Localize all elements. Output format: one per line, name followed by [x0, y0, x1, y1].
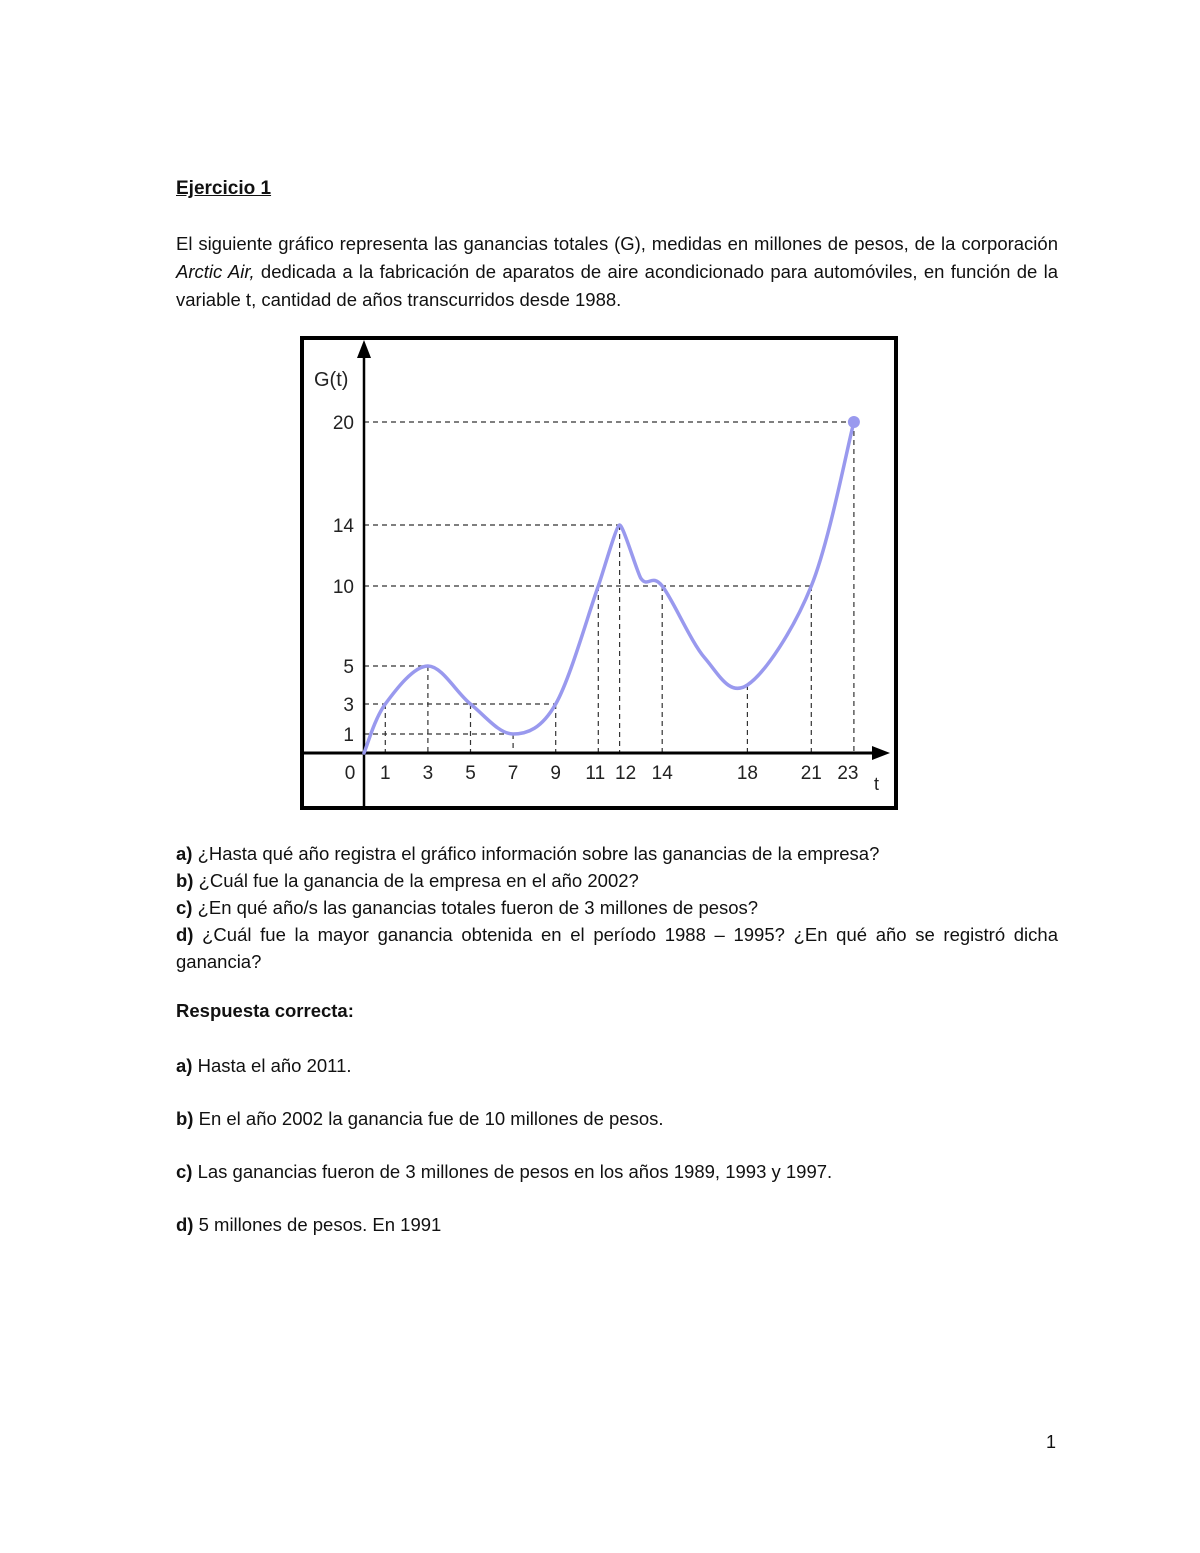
- profit-chart: [300, 336, 898, 810]
- answer-c: c) Las ganancias fueron de 3 millones de pesos en los años 1989, 1993 y 1997.: [176, 1161, 833, 1182]
- x-tick-11: 11: [585, 763, 606, 784]
- answer-a: a) Hasta el año 2011.: [176, 1055, 352, 1076]
- intro-part-2: dedicada a la fabricación de aparatos de aire acondicionado para automóviles, en función de la variable t, cantidad de años transcurridos desde 1988.: [176, 261, 1058, 310]
- answer-b: b) En el año 2002 la ganancia fue de 10 millones de pesos.: [176, 1108, 664, 1129]
- chart-frame: [302, 338, 896, 808]
- y-tick-14: 14: [332, 516, 354, 537]
- y-tick-3: 3: [343, 695, 354, 716]
- x-tick-21: 21: [800, 763, 822, 784]
- intro-company: Arctic Air,: [176, 261, 255, 282]
- exercise-title: Ejercicio 1: [176, 178, 272, 199]
- y-tick-5: 5: [343, 657, 354, 678]
- y-axis-label: G(t): [314, 369, 349, 391]
- x-tick-5: 5: [465, 763, 476, 784]
- endpoint-marker: [848, 416, 860, 428]
- y-tick-20: 20: [332, 413, 354, 434]
- x-tick-12: 12: [615, 763, 637, 784]
- answer-d: d) 5 millones de pesos. En 1991: [176, 1214, 442, 1235]
- x-tick-23: 23: [837, 763, 859, 784]
- answers-title: Respuesta correcta:: [176, 1000, 354, 1021]
- x-tick-1: 1: [380, 763, 391, 784]
- question-a: a) ¿Hasta qué año registra el gráfico información sobre las ganancias de la empresa?: [176, 843, 880, 864]
- intro-part-1: El siguiente gráfico representa las ganancias totales (G), medidas en millones de pesos, de la corporación: [176, 233, 1058, 254]
- questions-list: [176, 840, 1058, 975]
- x-tick-7: 7: [507, 763, 519, 784]
- x-tick-9: 9: [550, 763, 561, 784]
- question-d: d) ¿Cuál fue la mayor ganancia obtenida en el período 1988 – 1995? ¿En qué año se registró dicha ganancia?: [176, 924, 1058, 972]
- question-b: b) ¿Cuál fue la ganancia de la empresa en el año 2002?: [176, 870, 639, 891]
- x-axis-label: t: [874, 774, 880, 794]
- x-tick-0: 0: [344, 763, 356, 784]
- y-tick-1: 1: [343, 725, 354, 746]
- exercise-intro: [176, 230, 1058, 314]
- x-tick-3: 3: [422, 763, 434, 784]
- question-c: c) ¿En qué año/s las ganancias totales fueron de 3 millones de pesos?: [176, 897, 759, 918]
- y-tick-10: 10: [332, 577, 354, 598]
- x-tick-18: 18: [736, 763, 758, 784]
- x-tick-14: 14: [651, 763, 673, 784]
- page-number: 1: [1046, 1432, 1057, 1452]
